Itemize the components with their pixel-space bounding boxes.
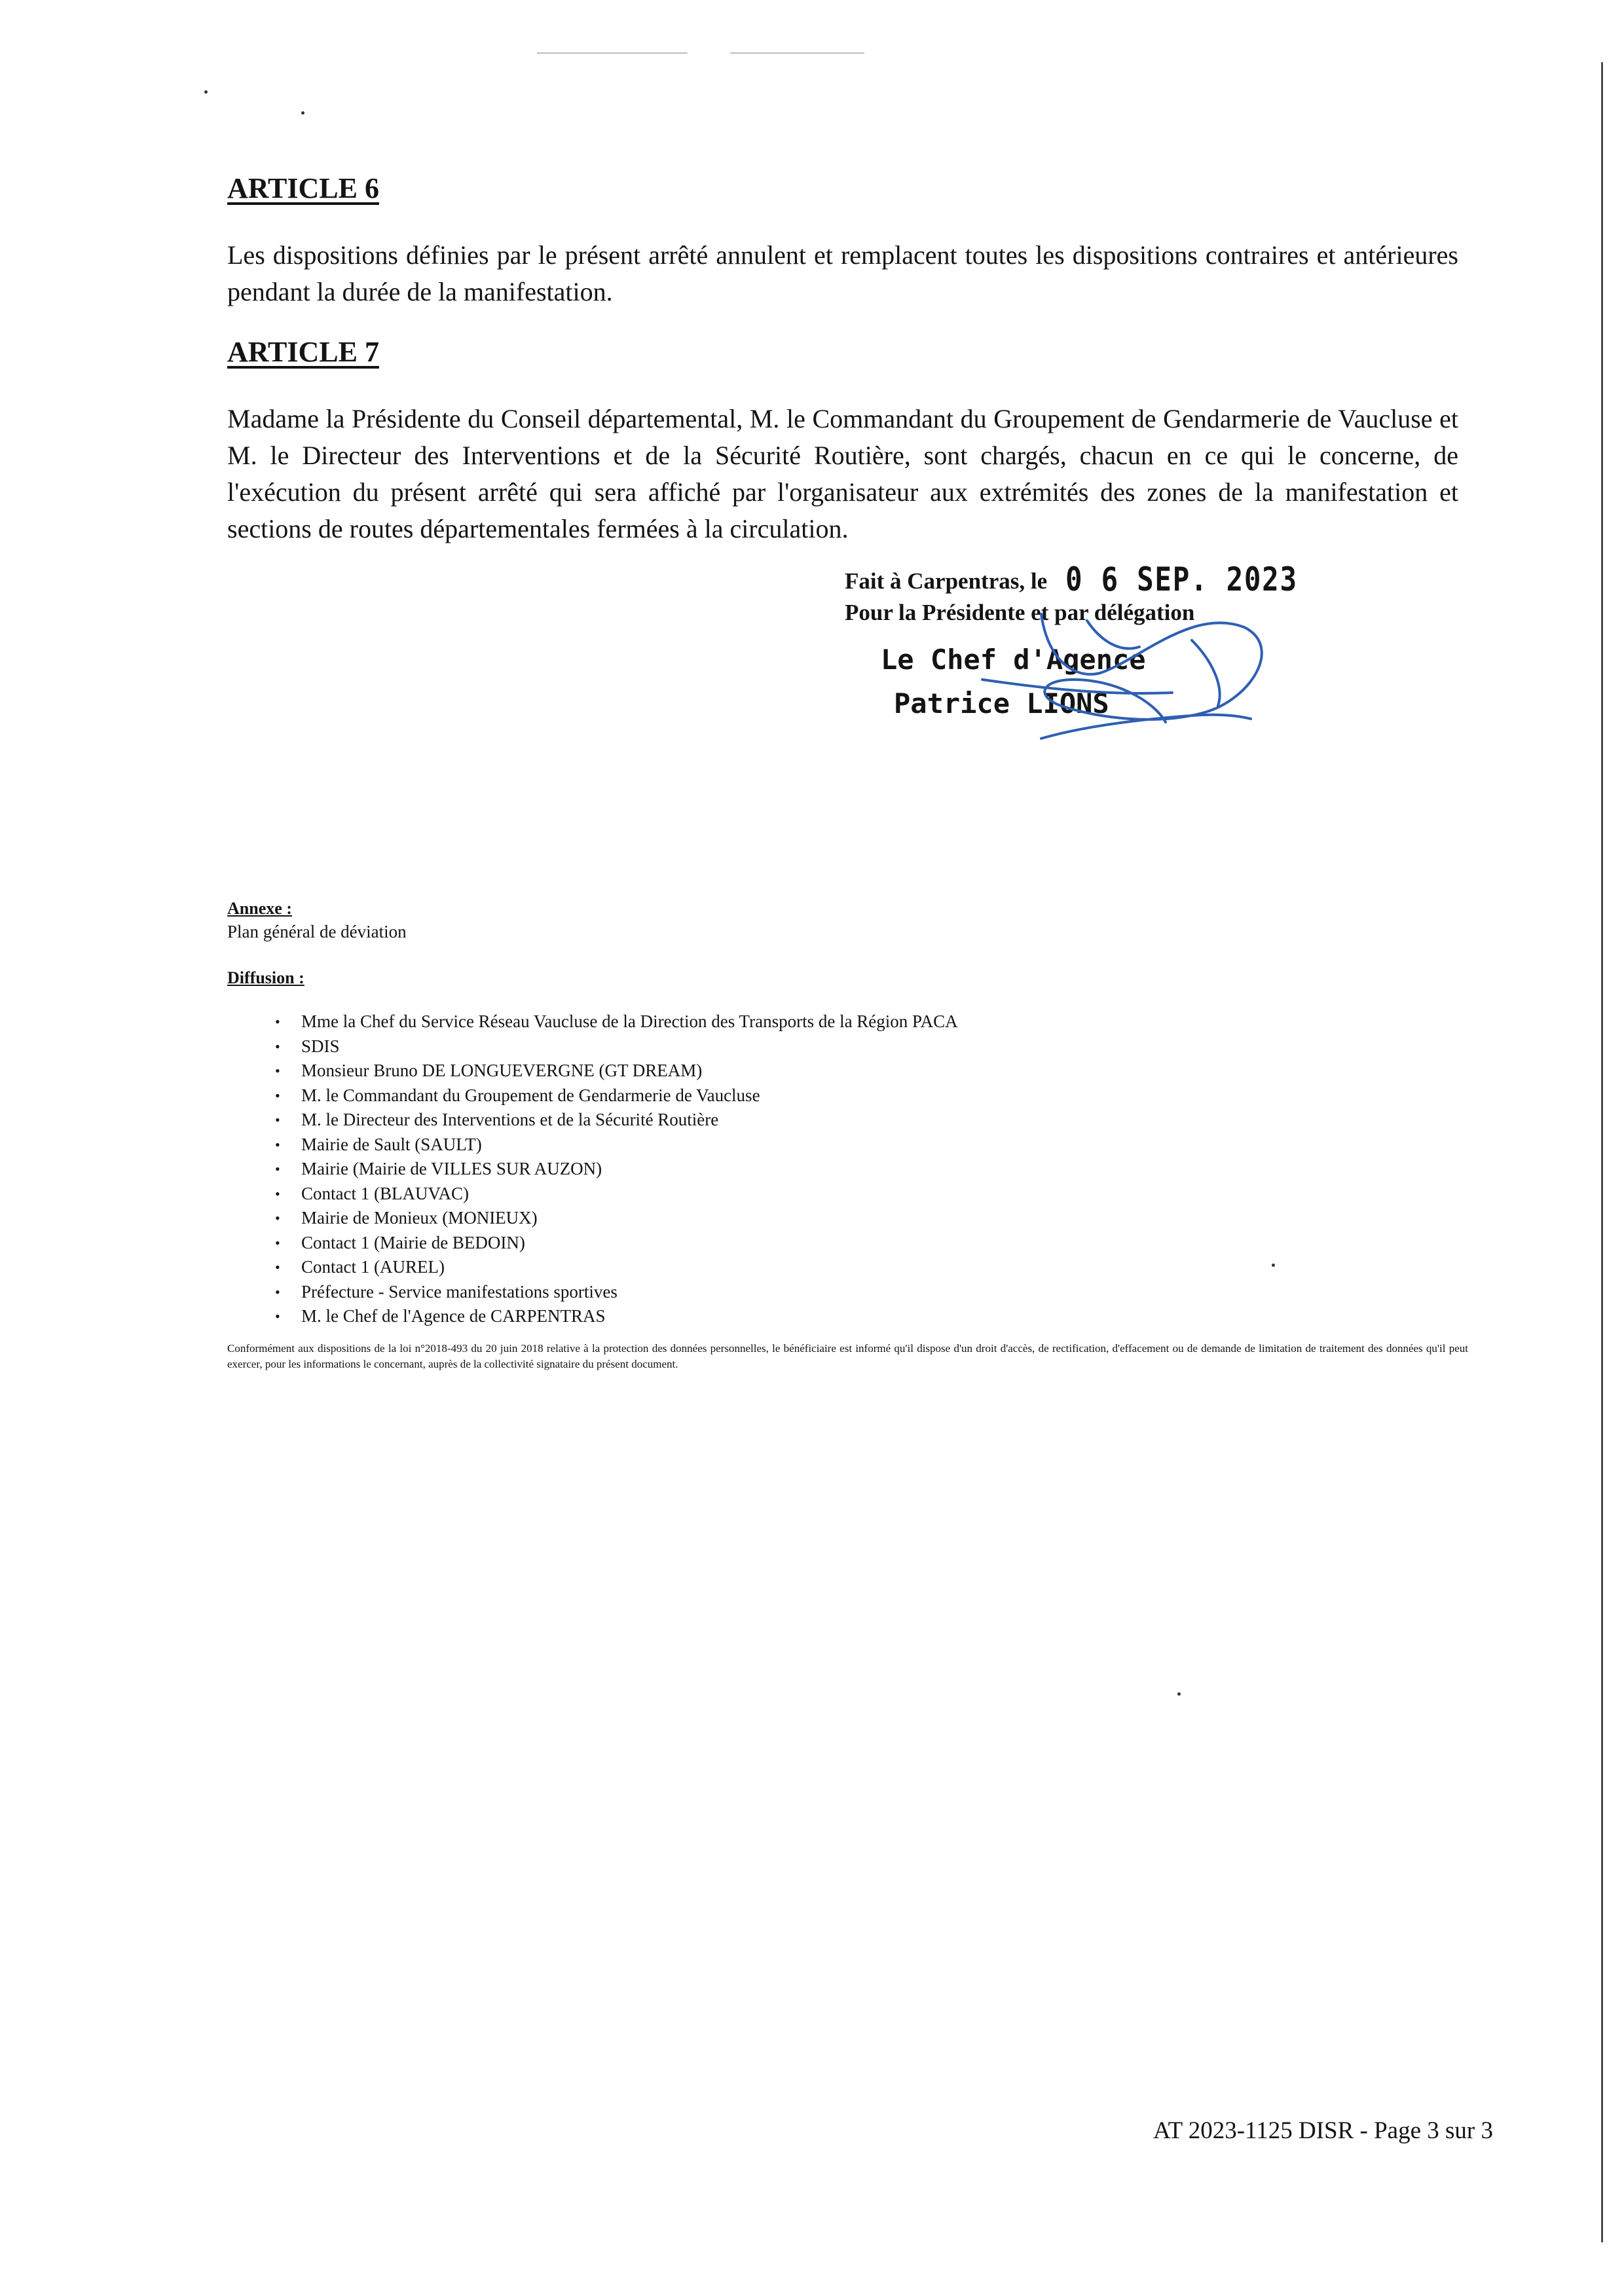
diffusion-item-text: Préfecture - Service manifestations sportives: [301, 1281, 618, 1302]
agency-stamp-name: Patrice LIONS: [894, 687, 1109, 720]
bullet-icon: •: [275, 1063, 280, 1079]
diffusion-item: [275, 1231, 958, 1256]
bullet-icon: •: [275, 1185, 280, 1202]
bullet-icon: •: [275, 1161, 280, 1177]
bullet-icon: •: [275, 1038, 280, 1055]
diffusion-item-text: Mairie de Sault (SAULT): [301, 1134, 482, 1154]
page-footer: AT 2023-1125 DISR - Page 3 sur 3: [1153, 2117, 1493, 2144]
bullet-icon: •: [275, 1234, 280, 1251]
article-6-text: Les dispositions définies par le présent arrêté annulent et remplacent toutes les dispositions contraires et antérieures pendant la durée de la manifestation.: [227, 240, 1458, 306]
article-7-text: Madame la Présidente du Conseil départemental, M. le Commandant du Groupement de Gendarmerie de Vaucluse et M. le Directeur des Interventions et de la Sécurité Routière, sont chargés, chacun en ce qui le concerne, de l'exécution du présent arrêté qui sera affiché par l'organisateur aux extrémités des zones de la manifestation et sections de routes départementales fermées à la circulation.: [227, 404, 1458, 543]
diffusion-item-text: Contact 1 (BLAUVAC): [301, 1183, 469, 1203]
article-7-heading: ARTICLE 7: [227, 336, 379, 368]
diffusion-item: [275, 1108, 958, 1133]
signature-block: [845, 560, 1382, 765]
bullet-icon: •: [275, 1210, 280, 1226]
scan-artifact: [537, 52, 688, 54]
diffusion-item-text: M. le Chef de l'Agence de CARPENTRAS: [301, 1306, 606, 1326]
diffusion-item: [275, 1157, 958, 1182]
diffusion-item-text: SDIS: [301, 1036, 340, 1056]
annexe-text: Plan général de déviation: [227, 922, 407, 941]
diffusion-item: [275, 1034, 958, 1059]
diffusion-item-text: Monsieur Bruno DE LONGUEVERGNE (GT DREAM): [301, 1061, 703, 1080]
diffusion-item-text: Contact 1 (Mairie de BEDOIN): [301, 1232, 525, 1252]
article-6-heading: ARTICLE 6: [227, 172, 379, 204]
diffusion-heading: Diffusion :: [227, 968, 304, 987]
signature-date-stamp: 0 6 SEP. 2023: [1065, 560, 1298, 598]
diffusion-item-text: M. le Commandant du Groupement de Gendarmerie de Vaucluse: [301, 1085, 760, 1105]
diffusion-item-text: Mairie de Monieux (MONIEUX): [301, 1208, 538, 1228]
diffusion-item: [275, 1304, 958, 1329]
diffusion-list: [275, 1010, 958, 1329]
bullet-icon: •: [275, 1283, 280, 1300]
signature-delegation: Pour la Présidente et par délégation: [845, 600, 1195, 625]
scan-artifact: [730, 52, 864, 54]
diffusion-item: [275, 1010, 958, 1034]
scan-speck: [1272, 1264, 1275, 1267]
diffusion-item: [275, 1059, 958, 1084]
data-protection-notice: Conformément aux dispositions de la loi n°2018-493 du 20 juin 2018 relative à la protection des données personnelles, le bénéficiaire est informé qu'il dispose d'un droit d'accès, de rectification, d'effacement ou de demande de limitation de traitement des données qu'il peut exercer, pour les informations le concernant, auprès de la collectivité signataire du présent document.: [227, 1342, 1468, 1370]
diffusion-item: [275, 1182, 958, 1207]
scan-speck: [1177, 1692, 1181, 1696]
bullet-icon: •: [275, 1259, 280, 1275]
bullet-icon: •: [275, 1112, 280, 1128]
bullet-icon: •: [275, 1308, 280, 1324]
diffusion-item-text: Mairie (Mairie de VILLES SUR AUZON): [301, 1159, 602, 1178]
diffusion-item: [275, 1255, 958, 1280]
diffusion-item-text: Contact 1 (AUREL): [301, 1257, 445, 1277]
diffusion-item-text: M. le Directeur des Interventions et de la Sécurité Routière: [301, 1110, 719, 1129]
annexe-heading: Annexe :: [227, 899, 292, 918]
bullet-icon: •: [275, 1136, 280, 1153]
bullet-icon: •: [275, 1087, 280, 1104]
scan-speck: [204, 90, 208, 94]
signature-place: Fait à Carpentras, le: [845, 568, 1048, 594]
diffusion-item: [275, 1280, 958, 1305]
agency-stamp-title: Le Chef d'Agence: [881, 644, 1146, 676]
diffusion-item: [275, 1206, 958, 1231]
bullet-icon: •: [275, 1013, 280, 1030]
scan-edge-line: [1601, 62, 1603, 2242]
diffusion-item: [275, 1084, 958, 1108]
scan-speck: [301, 111, 304, 115]
diffusion-item-text: Mme la Chef du Service Réseau Vaucluse de la Direction des Transports de la Région PACA: [301, 1011, 958, 1031]
handwritten-signature: [943, 581, 1283, 752]
diffusion-item: [275, 1133, 958, 1157]
